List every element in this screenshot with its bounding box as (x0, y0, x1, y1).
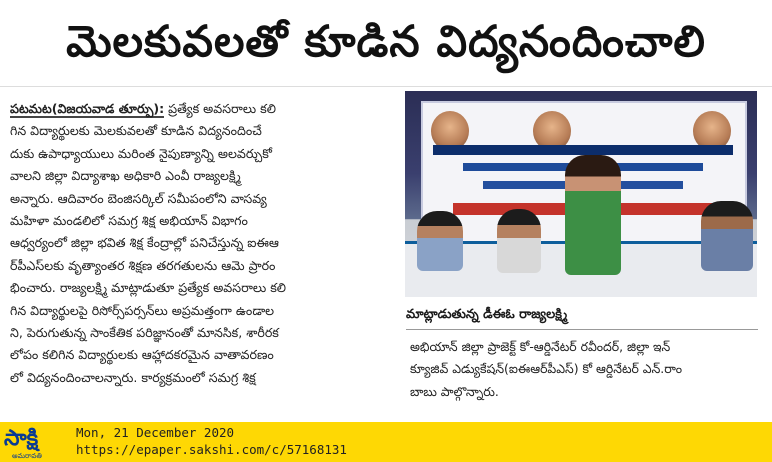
publish-date: Mon, 21 December 2020 (76, 425, 235, 440)
article-line: గిన విద్యార్థులకు మెలకువలతో కూడిన విద్యనందించే (10, 123, 262, 139)
article-line: భించారు. రాజ్యలక్ష్మి మాట్లాడుతూ ప్రత్యేక అవసరాలు కలి (10, 280, 286, 296)
headline-divider (0, 86, 772, 87)
article-line: గిన విద్యార్థులపై రిసోర్స్‌పర్సన్‌లు అప్రమత్తంగా ఉండాల (10, 302, 275, 318)
article-line: దుకు ఉపాధ్యాయులు మరింత నైపుణ్యాన్ని అలవర్చుకో (10, 145, 272, 161)
banner-stripe (433, 145, 733, 155)
article-line: ని, పెరుగుతున్న సాంకేతిక పరిజ్ఞానంతో మానసిక, శారీరక (10, 325, 279, 341)
article-line: మహిళా మండలిలో సమగ్ర శిక్ష అభియాన్ విభాగం (10, 213, 248, 229)
speaker-figure (565, 155, 621, 275)
article-line: ప్రత్యేక అవసరాలు కలి (164, 101, 276, 116)
article-line: లోపం కలిగిన విద్యార్థులకు ఆహ్లాదకరమైన వాతావరణం (10, 347, 274, 363)
article-line: లో విద్యనందించాలన్నారు. కార్యక్రమంలో సమగ్ర శిక్ష (10, 369, 256, 385)
photo-caption (410, 336, 762, 403)
photo-caption-title: మాట్లాడుతున్న డీఈఓ రాజ్యలక్ష్మి (406, 307, 568, 322)
logo-subtext: అమరావతి (12, 452, 42, 460)
caption-line: క్యూజివ్ ఎడ్యుకేషన్(ఐఈఆర్‌పీఎస్) కో ఆర్డినేటర్ ఎన్.రాం (410, 361, 683, 377)
footer-bar (0, 422, 772, 462)
logo-text: సాక్షి (4, 426, 39, 451)
article-line: అన్నారు. ఆదివారం బెంజిసర్కిల్ సమీపంలోని వాసవ్య (10, 190, 267, 206)
epaper-link[interactable]: https://epaper.sakshi.com/c/57168131 (76, 442, 347, 457)
article-line: వాలని జిల్లా విద్యాశాఖ అధికారి ఎంవీ రాజ్యలక్ష్మి (10, 168, 241, 184)
caption-line: అభియాన్ జిల్లా ప్రాజెక్ట్ కో-ఆర్డినేటర్ రవీందర్, జిల్లా ఇన్ (410, 339, 671, 354)
headline: మెలకువలతో కూడిన విద్యనందించాలి (66, 17, 706, 67)
sakshi-logo[interactable] (4, 424, 64, 460)
news-photo (405, 91, 757, 297)
caption-divider (406, 329, 758, 330)
caption-line: బాబు పాల్గొన్నారు. (410, 383, 499, 399)
article-body (10, 98, 396, 389)
article-line: ఆధ్వర్యంలో జిల్లా భవిత శిక్ష కేంద్రాల్లో పనిచేస్తున్న ఐఈఆ (10, 235, 279, 251)
attendee-figure (497, 209, 541, 273)
article-line: ర్‌పీఎస్‌లకు వృత్యాంతర శిక్షణ తరగతులను ఆమె ప్రారం (10, 257, 276, 273)
attendee-figure (701, 201, 753, 271)
attendee-figure (417, 211, 463, 271)
dateline: పటమట(విజయవాడ తూర్పు): (10, 101, 165, 116)
